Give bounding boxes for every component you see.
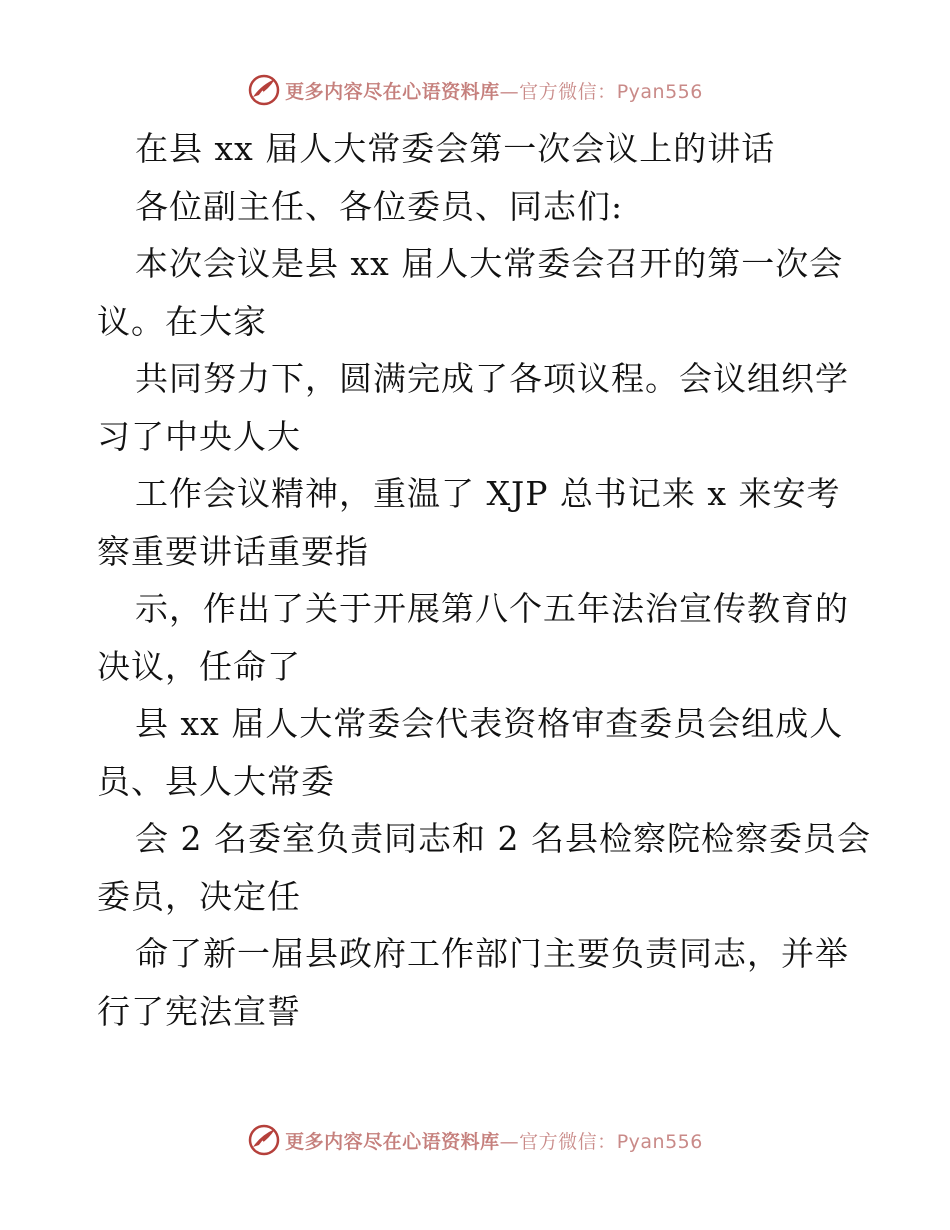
paragraph-line: 县 xx 届人大常委会代表资格审查委员会组成人 (135, 704, 844, 743)
quill-logo-icon (247, 1123, 281, 1157)
paragraph-line: 行了宪法宣誓 (97, 991, 301, 1031)
paragraph-line: 察重要讲话重要指 (97, 531, 369, 571)
watermark-dash: — (499, 80, 520, 103)
document-body (97, 120, 871, 1040)
paragraph-line: 示，作出了关于开展第八个五年法治宣传教育的 (135, 589, 849, 628)
watermark-text (285, 1127, 703, 1154)
paragraph-line: 命了新一届县政府工作部门主要负责同志，并举 (135, 934, 849, 973)
paragraph-line: 会 2 名委室负责同志和 2 名县检察院检察委员会 (135, 819, 871, 858)
watermark-label: 官方微信： (519, 80, 617, 103)
watermark-account: Pyan556 (616, 1130, 703, 1153)
paragraph-line: 工作会议精神，重温了 XJP 总书记来 x 来安考 (135, 474, 841, 513)
watermark-dash: — (499, 1130, 520, 1153)
watermark-banner-top (0, 70, 950, 110)
paragraph-line: 共同努力下，圆满完成了各项议程。会议组织学 (135, 359, 849, 398)
paragraph-line: 习了中央人大 (97, 416, 301, 456)
paragraph-line: 议。在大家 (97, 301, 267, 341)
paragraph-line: 决议，任命了 (97, 646, 301, 686)
quill-logo-icon (247, 73, 281, 107)
watermark-prefix: 更多内容尽在心语资料库 (285, 80, 500, 103)
watermark-prefix: 更多内容尽在心语资料库 (285, 1130, 500, 1153)
salutation: 各位副主任、各位委员、同志们: (135, 186, 624, 226)
paragraph-line: 员、县人大常委 (97, 761, 335, 801)
watermark-account: Pyan556 (616, 80, 703, 103)
watermark-label: 官方微信： (519, 1130, 617, 1153)
document-title: 在县 xx 届人大常委会第一次会议上的讲话 (135, 129, 776, 168)
paragraph-line: 委员，决定任 (97, 876, 301, 916)
watermark-text (285, 77, 703, 104)
watermark-banner-bottom (0, 1120, 950, 1160)
paragraph-line: 本次会议是县 xx 届人大常委会召开的第一次会 (135, 244, 844, 283)
